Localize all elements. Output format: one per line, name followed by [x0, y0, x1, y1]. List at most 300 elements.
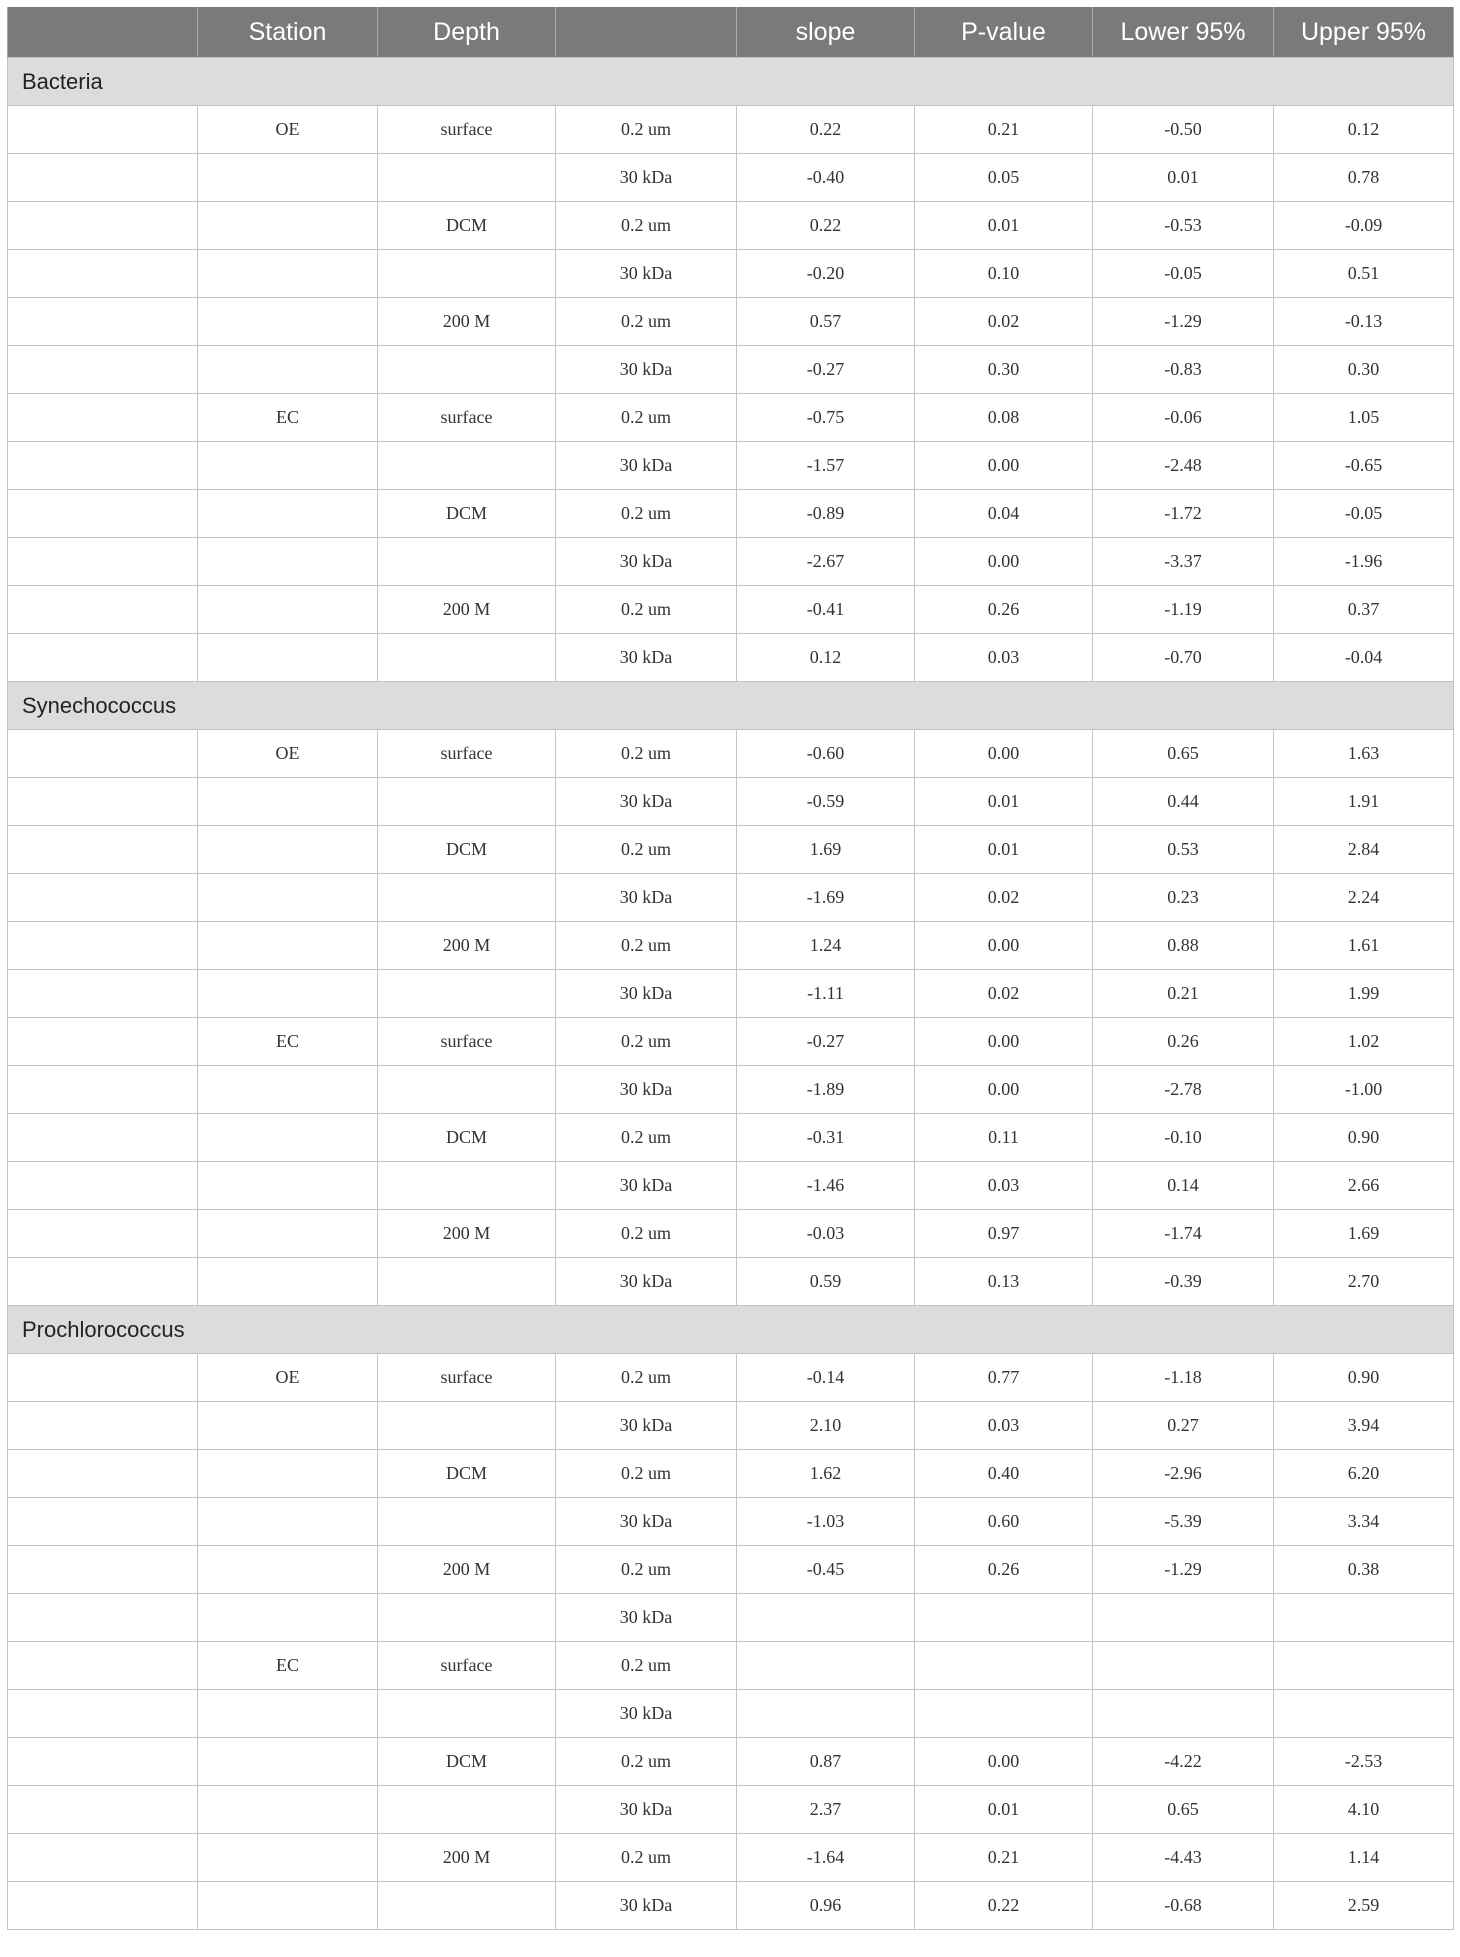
- cell-p-value: 0.00: [915, 1018, 1093, 1066]
- cell-slope: 0.12: [737, 634, 915, 682]
- cell-depth: 200 M: [378, 1210, 556, 1258]
- cell-depth: [378, 442, 556, 490]
- cell-blank: [8, 1690, 198, 1738]
- cell-blank: [8, 1162, 198, 1210]
- cell-p-value: 0.97: [915, 1210, 1093, 1258]
- table-row: [8, 1066, 1454, 1114]
- cell-slope: -0.14: [737, 1354, 915, 1402]
- cell-station: [198, 1882, 378, 1930]
- cell-slope: 1.62: [737, 1450, 915, 1498]
- cell-station: [198, 202, 378, 250]
- cell-size-fraction: 30 kDa: [556, 1498, 737, 1546]
- cell-upper-95: 1.69: [1274, 1210, 1454, 1258]
- cell-station: OE: [198, 1354, 378, 1402]
- table-row: [8, 154, 1454, 202]
- cell-station: [198, 586, 378, 634]
- table-row: [8, 1210, 1454, 1258]
- cell-lower-95: -4.43: [1093, 1834, 1274, 1882]
- cell-slope: -1.03: [737, 1498, 915, 1546]
- cell-size-fraction: 30 kDa: [556, 1258, 737, 1306]
- cell-slope: [737, 1690, 915, 1738]
- cell-depth: 200 M: [378, 1834, 556, 1882]
- header-row: [8, 7, 1454, 58]
- cell-p-value: 0.22: [915, 1882, 1093, 1930]
- cell-station: [198, 826, 378, 874]
- cell-p-value: 0.02: [915, 970, 1093, 1018]
- cell-blank: [8, 874, 198, 922]
- table-row: [8, 1498, 1454, 1546]
- cell-blank: [8, 298, 198, 346]
- table-body: [8, 58, 1454, 1930]
- cell-lower-95: -2.78: [1093, 1066, 1274, 1114]
- cell-p-value: 0.21: [915, 1834, 1093, 1882]
- header-cell-upper-95: Upper 95%: [1274, 7, 1454, 58]
- cell-p-value: 0.00: [915, 538, 1093, 586]
- cell-slope: -0.45: [737, 1546, 915, 1594]
- cell-upper-95: 1.05: [1274, 394, 1454, 442]
- cell-lower-95: -0.70: [1093, 634, 1274, 682]
- cell-p-value: 0.11: [915, 1114, 1093, 1162]
- cell-p-value: 0.03: [915, 634, 1093, 682]
- cell-lower-95: [1093, 1594, 1274, 1642]
- table-row: [8, 1450, 1454, 1498]
- table-row: [8, 1162, 1454, 1210]
- cell-lower-95: -0.53: [1093, 202, 1274, 250]
- cell-p-value: 0.00: [915, 1738, 1093, 1786]
- cell-upper-95: 1.02: [1274, 1018, 1454, 1066]
- cell-lower-95: -0.83: [1093, 346, 1274, 394]
- cell-size-fraction: 0.2 um: [556, 1738, 737, 1786]
- cell-blank: [8, 1786, 198, 1834]
- cell-blank: [8, 1594, 198, 1642]
- cell-upper-95: -0.04: [1274, 634, 1454, 682]
- cell-p-value: 0.03: [915, 1402, 1093, 1450]
- header-cell-station: Station: [198, 7, 378, 58]
- cell-station: [198, 1066, 378, 1114]
- cell-size-fraction: 0.2 um: [556, 1114, 737, 1162]
- cell-slope: 0.96: [737, 1882, 915, 1930]
- cell-size-fraction: 0.2 um: [556, 1354, 737, 1402]
- cell-size-fraction: 30 kDa: [556, 346, 737, 394]
- cell-p-value: 0.01: [915, 826, 1093, 874]
- cell-station: EC: [198, 1018, 378, 1066]
- table-row: [8, 298, 1454, 346]
- cell-slope: -0.89: [737, 490, 915, 538]
- table-row: [8, 1258, 1454, 1306]
- cell-size-fraction: 30 kDa: [556, 1882, 737, 1930]
- cell-size-fraction: 30 kDa: [556, 1690, 737, 1738]
- cell-p-value: 0.05: [915, 154, 1093, 202]
- cell-upper-95: 3.94: [1274, 1402, 1454, 1450]
- cell-p-value: 0.00: [915, 442, 1093, 490]
- cell-lower-95: 0.26: [1093, 1018, 1274, 1066]
- cell-station: [198, 1546, 378, 1594]
- header-cell-slope: slope: [737, 7, 915, 58]
- cell-slope: -0.27: [737, 1018, 915, 1066]
- cell-blank: [8, 1834, 198, 1882]
- cell-size-fraction: 30 kDa: [556, 538, 737, 586]
- cell-slope: -0.40: [737, 154, 915, 202]
- cell-depth: 200 M: [378, 298, 556, 346]
- cell-upper-95: -0.13: [1274, 298, 1454, 346]
- table-row: [8, 202, 1454, 250]
- cell-p-value: 0.26: [915, 1546, 1093, 1594]
- table-row: [8, 1594, 1454, 1642]
- cell-lower-95: 0.21: [1093, 970, 1274, 1018]
- table-row: [8, 442, 1454, 490]
- cell-depth: surface: [378, 106, 556, 154]
- cell-station: [198, 1498, 378, 1546]
- cell-lower-95: -0.50: [1093, 106, 1274, 154]
- table-row: [8, 1642, 1454, 1690]
- cell-depth: [378, 778, 556, 826]
- cell-p-value: 0.04: [915, 490, 1093, 538]
- cell-blank: [8, 1066, 198, 1114]
- cell-lower-95: -0.39: [1093, 1258, 1274, 1306]
- cell-lower-95: [1093, 1642, 1274, 1690]
- cell-lower-95: -1.74: [1093, 1210, 1274, 1258]
- cell-blank: [8, 1882, 198, 1930]
- cell-p-value: 0.00: [915, 922, 1093, 970]
- cell-station: EC: [198, 394, 378, 442]
- cell-p-value: [915, 1594, 1093, 1642]
- cell-upper-95: 2.84: [1274, 826, 1454, 874]
- cell-station: [198, 634, 378, 682]
- cell-upper-95: 1.61: [1274, 922, 1454, 970]
- cell-upper-95: 0.12: [1274, 106, 1454, 154]
- cell-slope: -1.69: [737, 874, 915, 922]
- cell-p-value: [915, 1642, 1093, 1690]
- header-cell-depth: Depth: [378, 7, 556, 58]
- cell-size-fraction: 30 kDa: [556, 1066, 737, 1114]
- cell-lower-95: 0.27: [1093, 1402, 1274, 1450]
- cell-lower-95: -3.37: [1093, 538, 1274, 586]
- cell-upper-95: 1.14: [1274, 1834, 1454, 1882]
- cell-slope: -1.57: [737, 442, 915, 490]
- cell-lower-95: -5.39: [1093, 1498, 1274, 1546]
- cell-depth: 200 M: [378, 1546, 556, 1594]
- table-row: [8, 826, 1454, 874]
- table-row: [8, 730, 1454, 778]
- cell-lower-95: 0.65: [1093, 1786, 1274, 1834]
- cell-station: [198, 1786, 378, 1834]
- cell-lower-95: -0.68: [1093, 1882, 1274, 1930]
- cell-depth: [378, 970, 556, 1018]
- cell-depth: [378, 538, 556, 586]
- cell-blank: [8, 1738, 198, 1786]
- cell-size-fraction: 0.2 um: [556, 298, 737, 346]
- cell-upper-95: 0.90: [1274, 1354, 1454, 1402]
- cell-depth: surface: [378, 1642, 556, 1690]
- group-header-row: [8, 1306, 1454, 1354]
- cell-slope: -2.67: [737, 538, 915, 586]
- cell-blank: [8, 202, 198, 250]
- table-row: [8, 346, 1454, 394]
- cell-station: [198, 970, 378, 1018]
- cell-depth: [378, 154, 556, 202]
- cell-depth: [378, 634, 556, 682]
- cell-size-fraction: 30 kDa: [556, 1402, 737, 1450]
- cell-upper-95: 2.59: [1274, 1882, 1454, 1930]
- cell-size-fraction: 30 kDa: [556, 250, 737, 298]
- group-header-row: [8, 58, 1454, 106]
- cell-size-fraction: 0.2 um: [556, 1546, 737, 1594]
- cell-size-fraction: 0.2 um: [556, 202, 737, 250]
- table-row: [8, 1834, 1454, 1882]
- cell-depth: [378, 346, 556, 394]
- cell-blank: [8, 778, 198, 826]
- cell-station: [198, 1738, 378, 1786]
- cell-upper-95: 0.38: [1274, 1546, 1454, 1594]
- cell-lower-95: -1.29: [1093, 1546, 1274, 1594]
- cell-station: [198, 538, 378, 586]
- cell-size-fraction: 0.2 um: [556, 730, 737, 778]
- cell-lower-95: -2.48: [1093, 442, 1274, 490]
- cell-slope: 2.10: [737, 1402, 915, 1450]
- cell-upper-95: 2.70: [1274, 1258, 1454, 1306]
- cell-slope: -0.27: [737, 346, 915, 394]
- cell-depth: surface: [378, 1354, 556, 1402]
- cell-depth: [378, 1402, 556, 1450]
- cell-station: [198, 346, 378, 394]
- cell-depth: [378, 1162, 556, 1210]
- cell-p-value: 0.01: [915, 1786, 1093, 1834]
- cell-blank: [8, 1450, 198, 1498]
- cell-blank: [8, 442, 198, 490]
- cell-station: [198, 442, 378, 490]
- cell-station: [198, 1114, 378, 1162]
- cell-station: OE: [198, 106, 378, 154]
- cell-p-value: [915, 1690, 1093, 1738]
- table-row: [8, 970, 1454, 1018]
- cell-lower-95: -4.22: [1093, 1738, 1274, 1786]
- cell-size-fraction: 30 kDa: [556, 1162, 737, 1210]
- cell-lower-95: 0.44: [1093, 778, 1274, 826]
- table-row: [8, 538, 1454, 586]
- cell-size-fraction: 0.2 um: [556, 1642, 737, 1690]
- cell-station: [198, 154, 378, 202]
- cell-depth: DCM: [378, 1450, 556, 1498]
- cell-depth: DCM: [378, 1738, 556, 1786]
- cell-blank: [8, 730, 198, 778]
- cell-slope: -1.11: [737, 970, 915, 1018]
- cell-depth: [378, 1690, 556, 1738]
- cell-size-fraction: 30 kDa: [556, 154, 737, 202]
- cell-depth: DCM: [378, 490, 556, 538]
- table-row: [8, 634, 1454, 682]
- cell-lower-95: -2.96: [1093, 1450, 1274, 1498]
- cell-lower-95: 0.65: [1093, 730, 1274, 778]
- cell-slope: -0.60: [737, 730, 915, 778]
- cell-size-fraction: 0.2 um: [556, 490, 737, 538]
- cell-size-fraction: 30 kDa: [556, 778, 737, 826]
- cell-upper-95: 0.30: [1274, 346, 1454, 394]
- cell-size-fraction: 0.2 um: [556, 922, 737, 970]
- cell-station: [198, 1690, 378, 1738]
- cell-upper-95: -1.00: [1274, 1066, 1454, 1114]
- cell-lower-95: [1093, 1690, 1274, 1738]
- cell-depth: [378, 1882, 556, 1930]
- cell-station: OE: [198, 730, 378, 778]
- header-cell-blank: [8, 7, 198, 58]
- cell-slope: 0.57: [737, 298, 915, 346]
- cell-size-fraction: 30 kDa: [556, 970, 737, 1018]
- cell-station: [198, 1210, 378, 1258]
- table-row: [8, 1114, 1454, 1162]
- cell-station: [198, 778, 378, 826]
- cell-p-value: 0.00: [915, 1066, 1093, 1114]
- cell-p-value: 0.40: [915, 1450, 1093, 1498]
- cell-blank: [8, 634, 198, 682]
- cell-blank: [8, 970, 198, 1018]
- cell-p-value: 0.10: [915, 250, 1093, 298]
- table-row: [8, 1690, 1454, 1738]
- cell-depth: DCM: [378, 1114, 556, 1162]
- cell-depth: [378, 1594, 556, 1642]
- cell-size-fraction: 30 kDa: [556, 442, 737, 490]
- cell-depth: surface: [378, 394, 556, 442]
- cell-p-value: 0.08: [915, 394, 1093, 442]
- table-row: [8, 922, 1454, 970]
- cell-lower-95: 0.23: [1093, 874, 1274, 922]
- cell-blank: [8, 1018, 198, 1066]
- cell-slope: -0.75: [737, 394, 915, 442]
- cell-depth: DCM: [378, 826, 556, 874]
- cell-size-fraction: 30 kDa: [556, 634, 737, 682]
- cell-upper-95: 0.51: [1274, 250, 1454, 298]
- cell-depth: [378, 1786, 556, 1834]
- cell-upper-95: 1.91: [1274, 778, 1454, 826]
- cell-upper-95: -2.53: [1274, 1738, 1454, 1786]
- cell-depth: 200 M: [378, 586, 556, 634]
- cell-blank: [8, 1258, 198, 1306]
- header-cell-size-fraction: [556, 7, 737, 58]
- cell-size-fraction: 0.2 um: [556, 826, 737, 874]
- cell-lower-95: -1.18: [1093, 1354, 1274, 1402]
- cell-slope: [737, 1594, 915, 1642]
- cell-size-fraction: 0.2 um: [556, 394, 737, 442]
- group-label: Prochlorococcus: [8, 1306, 1454, 1354]
- cell-lower-95: -1.19: [1093, 586, 1274, 634]
- cell-slope: 0.87: [737, 1738, 915, 1786]
- cell-slope: -0.20: [737, 250, 915, 298]
- table-row: [8, 106, 1454, 154]
- cell-upper-95: 3.34: [1274, 1498, 1454, 1546]
- cell-depth: [378, 1498, 556, 1546]
- cell-blank: [8, 922, 198, 970]
- table-row: [8, 394, 1454, 442]
- header-cell-lower-95: Lower 95%: [1093, 7, 1274, 58]
- cell-depth: [378, 1066, 556, 1114]
- cell-slope: -0.03: [737, 1210, 915, 1258]
- cell-slope: -1.64: [737, 1834, 915, 1882]
- cell-size-fraction: 30 kDa: [556, 1786, 737, 1834]
- cell-upper-95: 6.20: [1274, 1450, 1454, 1498]
- cell-blank: [8, 1642, 198, 1690]
- table-row: [8, 250, 1454, 298]
- cell-slope: 0.59: [737, 1258, 915, 1306]
- cell-blank: [8, 490, 198, 538]
- cell-upper-95: 2.24: [1274, 874, 1454, 922]
- cell-lower-95: 0.14: [1093, 1162, 1274, 1210]
- cell-lower-95: 0.53: [1093, 826, 1274, 874]
- cell-lower-95: 0.01: [1093, 154, 1274, 202]
- cell-blank: [8, 1114, 198, 1162]
- group-label: Synechococcus: [8, 682, 1454, 730]
- cell-depth: [378, 250, 556, 298]
- cell-upper-95: -0.05: [1274, 490, 1454, 538]
- cell-slope: 1.24: [737, 922, 915, 970]
- cell-station: [198, 922, 378, 970]
- cell-station: [198, 1258, 378, 1306]
- cell-size-fraction: 0.2 um: [556, 586, 737, 634]
- cell-lower-95: 0.88: [1093, 922, 1274, 970]
- cell-blank: [8, 586, 198, 634]
- group-header-row: [8, 682, 1454, 730]
- cell-p-value: 0.01: [915, 202, 1093, 250]
- cell-depth: 200 M: [378, 922, 556, 970]
- cell-p-value: 0.77: [915, 1354, 1093, 1402]
- cell-blank: [8, 826, 198, 874]
- cell-depth: [378, 1258, 556, 1306]
- cell-upper-95: 0.90: [1274, 1114, 1454, 1162]
- cell-depth: DCM: [378, 202, 556, 250]
- cell-size-fraction: 0.2 um: [556, 106, 737, 154]
- table-row: [8, 1018, 1454, 1066]
- cell-upper-95: [1274, 1690, 1454, 1738]
- cell-p-value: 0.26: [915, 586, 1093, 634]
- cell-slope: -0.41: [737, 586, 915, 634]
- cell-blank: [8, 106, 198, 154]
- cell-blank: [8, 346, 198, 394]
- cell-depth: surface: [378, 1018, 556, 1066]
- cell-lower-95: -0.05: [1093, 250, 1274, 298]
- group-label: Bacteria: [8, 58, 1454, 106]
- cell-upper-95: -1.96: [1274, 538, 1454, 586]
- cell-blank: [8, 1210, 198, 1258]
- cell-upper-95: [1274, 1594, 1454, 1642]
- cell-size-fraction: 0.2 um: [556, 1450, 737, 1498]
- cell-station: [198, 1834, 378, 1882]
- cell-station: [198, 490, 378, 538]
- cell-upper-95: 2.66: [1274, 1162, 1454, 1210]
- cell-upper-95: 0.37: [1274, 586, 1454, 634]
- cell-lower-95: -1.29: [1093, 298, 1274, 346]
- cell-p-value: 0.13: [915, 1258, 1093, 1306]
- regression-table: [7, 7, 1454, 1930]
- cell-blank: [8, 394, 198, 442]
- table-row: [8, 1354, 1454, 1402]
- cell-lower-95: -0.10: [1093, 1114, 1274, 1162]
- cell-station: [198, 1594, 378, 1642]
- table-row: [8, 778, 1454, 826]
- cell-p-value: 0.02: [915, 874, 1093, 922]
- cell-upper-95: 4.10: [1274, 1786, 1454, 1834]
- cell-slope: -1.89: [737, 1066, 915, 1114]
- cell-station: [198, 1162, 378, 1210]
- cell-blank: [8, 250, 198, 298]
- cell-size-fraction: 30 kDa: [556, 1594, 737, 1642]
- table-row: [8, 1738, 1454, 1786]
- cell-slope: 0.22: [737, 106, 915, 154]
- cell-upper-95: 1.63: [1274, 730, 1454, 778]
- cell-depth: surface: [378, 730, 556, 778]
- cell-station: [198, 250, 378, 298]
- table-row: [8, 586, 1454, 634]
- cell-lower-95: -1.72: [1093, 490, 1274, 538]
- cell-upper-95: -0.09: [1274, 202, 1454, 250]
- cell-size-fraction: 0.2 um: [556, 1834, 737, 1882]
